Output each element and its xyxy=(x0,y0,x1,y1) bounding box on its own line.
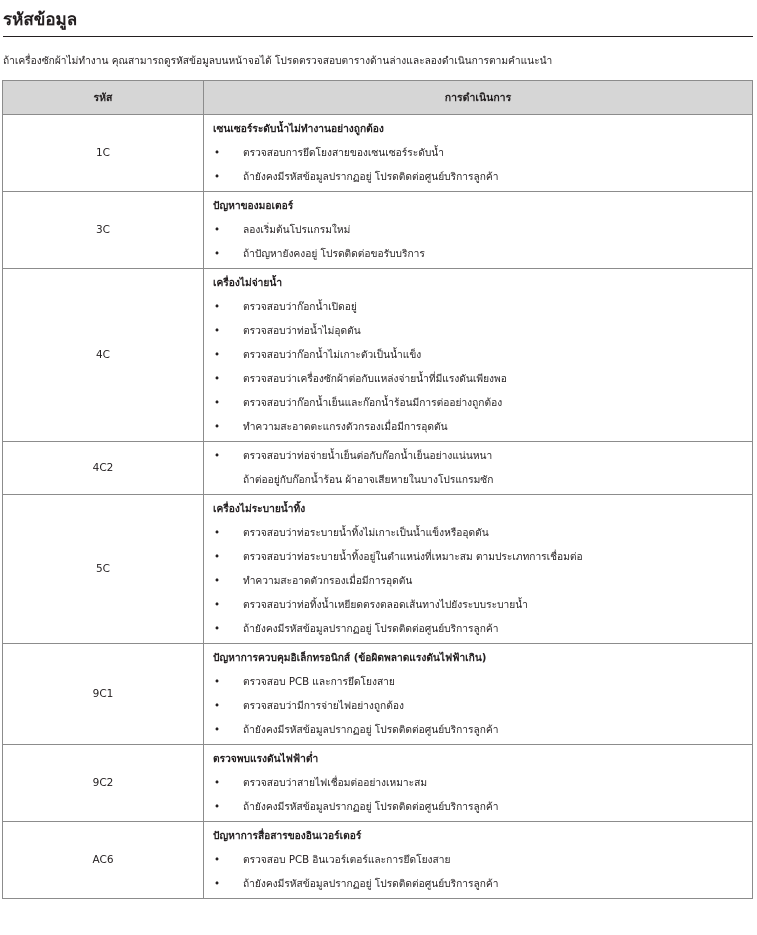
action-item xyxy=(213,573,744,591)
action-item xyxy=(213,323,744,341)
info-code: 4C2 xyxy=(3,442,204,495)
bullet-icon: • xyxy=(214,148,221,159)
action-cell xyxy=(204,192,753,269)
action-cell xyxy=(204,442,753,495)
action-cell xyxy=(204,745,753,822)
bullet-icon: • xyxy=(214,552,221,563)
table-body xyxy=(3,115,753,899)
action-item xyxy=(213,549,744,567)
info-code: AC6 xyxy=(3,822,204,899)
action-cell xyxy=(204,115,753,192)
action-cell xyxy=(204,644,753,745)
bullet-icon: • xyxy=(214,398,221,409)
bullet-icon: • xyxy=(214,172,221,183)
action-item xyxy=(213,395,744,413)
action-item-text: ตรวจสอบว่ามีการจ่ายไฟอย่างถูกต้อง xyxy=(243,701,404,712)
info-code: 9C1 xyxy=(3,644,204,745)
action-cell xyxy=(204,822,753,899)
problem-heading: ปัญหาการสื่อสารของอินเวอร์เตอร์ xyxy=(213,831,362,842)
table-row xyxy=(3,495,753,644)
action-item xyxy=(213,525,744,543)
intro-text: ถ้าเครื่องซักผ้าไม่ทำงาน คุณสามารถดูรหัสข้อมูลบนหน้าจอได้ โปรดตรวจสอบตารางด้านล่างและลองดำเนินการตามคำแนะนำ xyxy=(3,56,553,67)
action-item xyxy=(213,222,744,240)
action-item xyxy=(213,145,744,163)
bullet-icon: • xyxy=(214,701,221,712)
problem-heading: เครื่องไม่จ่ายน้ำ xyxy=(213,278,283,289)
action-item xyxy=(213,852,744,870)
action-item-text: ตรวจสอบว่าท่อทิ้งน้ำเหยียดตรงตลอดเส้นทางไปยังระบบระบายน้ำ xyxy=(243,600,528,611)
action-item-text: ตรวจสอบว่าท่อน้ำไม่อุดตัน xyxy=(243,326,361,337)
bullet-icon: • xyxy=(214,249,221,260)
problem-heading: เครื่องไม่ระบายน้ำทิ้ง xyxy=(213,504,306,515)
bullet-icon: • xyxy=(214,528,221,539)
bullet-icon: • xyxy=(214,422,221,433)
action-item xyxy=(213,371,744,389)
title-divider xyxy=(3,36,753,37)
table-row xyxy=(3,745,753,822)
bullet-icon: • xyxy=(214,600,221,611)
action-item-text: ตรวจสอบ PCB อินเวอร์เตอร์และการยึดโยงสาย xyxy=(243,855,451,866)
action-cell xyxy=(204,495,753,644)
bullet-icon: • xyxy=(214,855,221,866)
bullet-icon: • xyxy=(214,624,221,635)
action-item xyxy=(213,722,744,740)
action-item-text: ถ้ายังคงมีรหัสข้อมูลปรากฏอยู่ โปรดติดต่อศูนย์บริการลูกค้า xyxy=(243,802,499,813)
info-code: 1C xyxy=(3,115,204,192)
action-item-text: ตรวจสอบ PCB และการยึดโยงสาย xyxy=(243,677,395,688)
action-item-text: ถ้ายังคงมีรหัสข้อมูลปรากฏอยู่ โปรดติดต่อศูนย์บริการลูกค้า xyxy=(243,624,499,635)
action-item-text: ตรวจสอบว่าท่อจ่ายน้ำเย็นต่อกับก๊อกน้ำเย็นอย่างแน่นหนา xyxy=(243,451,493,462)
action-cell xyxy=(204,269,753,442)
header-code: รหัส xyxy=(3,81,204,115)
action-item xyxy=(213,246,744,264)
action-item-text: ตรวจสอบว่าเครื่องซักผ้าต่อกับแหล่งจ่ายน้ำที่มีแรงดันเพียงพอ xyxy=(243,374,507,385)
action-item xyxy=(213,775,744,793)
action-item xyxy=(213,876,744,894)
action-item-text: ลองเริ่มต้นโปรแกรมใหม่ xyxy=(243,225,351,236)
bullet-icon: • xyxy=(214,725,221,736)
table-header-row xyxy=(3,81,753,115)
action-item xyxy=(213,799,744,817)
info-code-table xyxy=(2,80,753,899)
action-item xyxy=(213,448,744,466)
bullet-icon: • xyxy=(214,802,221,813)
action-item xyxy=(213,169,744,187)
action-item xyxy=(213,347,744,365)
problem-heading: ปัญหาการควบคุมอิเล็กทรอนิกส์ (ข้อผิดพลาดแรงดันไฟฟ้าเกิน) xyxy=(213,653,487,664)
problem-heading: เซนเซอร์ระดับน้ำไม่ทำงานอย่างถูกต้อง xyxy=(213,124,384,135)
bullet-icon: • xyxy=(214,451,221,462)
table-row xyxy=(3,822,753,899)
bullet-icon: • xyxy=(214,778,221,789)
bullet-icon: • xyxy=(214,677,221,688)
info-code: 4C xyxy=(3,269,204,442)
action-item xyxy=(213,597,744,615)
page-title: รหัสข้อมูล xyxy=(3,10,78,30)
action-item xyxy=(213,299,744,317)
action-item-text: ตรวจสอบการยึดโยงสายของเซนเซอร์ระดับน้ำ xyxy=(243,148,444,159)
table-row xyxy=(3,115,753,192)
action-item-text: ถ้ายังคงมีรหัสข้อมูลปรากฏอยู่ โปรดติดต่อศูนย์บริการลูกค้า xyxy=(243,879,499,890)
bullet-icon: • xyxy=(214,576,221,587)
table-row xyxy=(3,442,753,495)
action-item-text: ตรวจสอบว่าก๊อกน้ำเปิดอยู่ xyxy=(243,302,357,313)
info-code: 9C2 xyxy=(3,745,204,822)
header-action: การดำเนินการ xyxy=(204,81,753,115)
bullet-icon: • xyxy=(214,879,221,890)
action-item-text: ทำความสะอาดตะแกรงตัวกรองเมื่อมีการอุดตัน xyxy=(243,422,448,433)
table-row xyxy=(3,269,753,442)
info-code: 5C xyxy=(3,495,204,644)
action-item-text: ทำความสะอาดตัวกรองเมื่อมีการอุดตัน xyxy=(243,576,413,587)
action-item xyxy=(213,674,744,692)
table-row xyxy=(3,192,753,269)
action-item xyxy=(213,621,744,639)
bullet-icon: • xyxy=(214,302,221,313)
problem-heading: ตรวจพบแรงดันไฟฟ้าต่ำ xyxy=(213,754,319,765)
action-item-text: ถ้าปัญหายังคงอยู่ โปรดติดต่อขอรับบริการ xyxy=(243,249,425,260)
bullet-icon: • xyxy=(214,350,221,361)
action-item xyxy=(213,419,744,437)
action-item-text: ถ้ายังคงมีรหัสข้อมูลปรากฏอยู่ โปรดติดต่อศูนย์บริการลูกค้า xyxy=(243,725,499,736)
bullet-icon: • xyxy=(214,374,221,385)
bullet-icon: • xyxy=(214,225,221,236)
bullet-icon: • xyxy=(214,326,221,337)
action-item-text: ตรวจสอบว่าสายไฟเชื่อมต่ออย่างเหมาะสม xyxy=(243,778,428,789)
action-item-text: ตรวจสอบว่าท่อระบายน้ำทิ้งอยู่ในตำแหน่งที่เหมาะสม ตามประเภทการเชื่อมต่อ xyxy=(243,552,583,563)
action-item-continuation: ถ้าต่ออยู่กับก๊อกน้ำร้อน ผ้าอาจเสียหายในบางโปรแกรมซัก xyxy=(243,475,494,486)
info-code: 3C xyxy=(3,192,204,269)
action-item xyxy=(213,698,744,716)
action-item-text: ถ้ายังคงมีรหัสข้อมูลปรากฏอยู่ โปรดติดต่อศูนย์บริการลูกค้า xyxy=(243,172,499,183)
action-item-text: ตรวจสอบว่าท่อระบายน้ำทิ้งไม่เกาะเป็นน้ำแข็งหรืออุดตัน xyxy=(243,528,489,539)
action-item-text: ตรวจสอบว่าก๊อกน้ำไม่เกาะตัวเป็นน้ำแข็ง xyxy=(243,350,422,361)
action-item-text: ตรวจสอบว่าก๊อกน้ำเย็นและก๊อกน้ำร้อนมีการต่ออย่างถูกต้อง xyxy=(243,398,503,409)
problem-heading: ปัญหาของมอเตอร์ xyxy=(213,201,294,212)
table-row xyxy=(3,644,753,745)
